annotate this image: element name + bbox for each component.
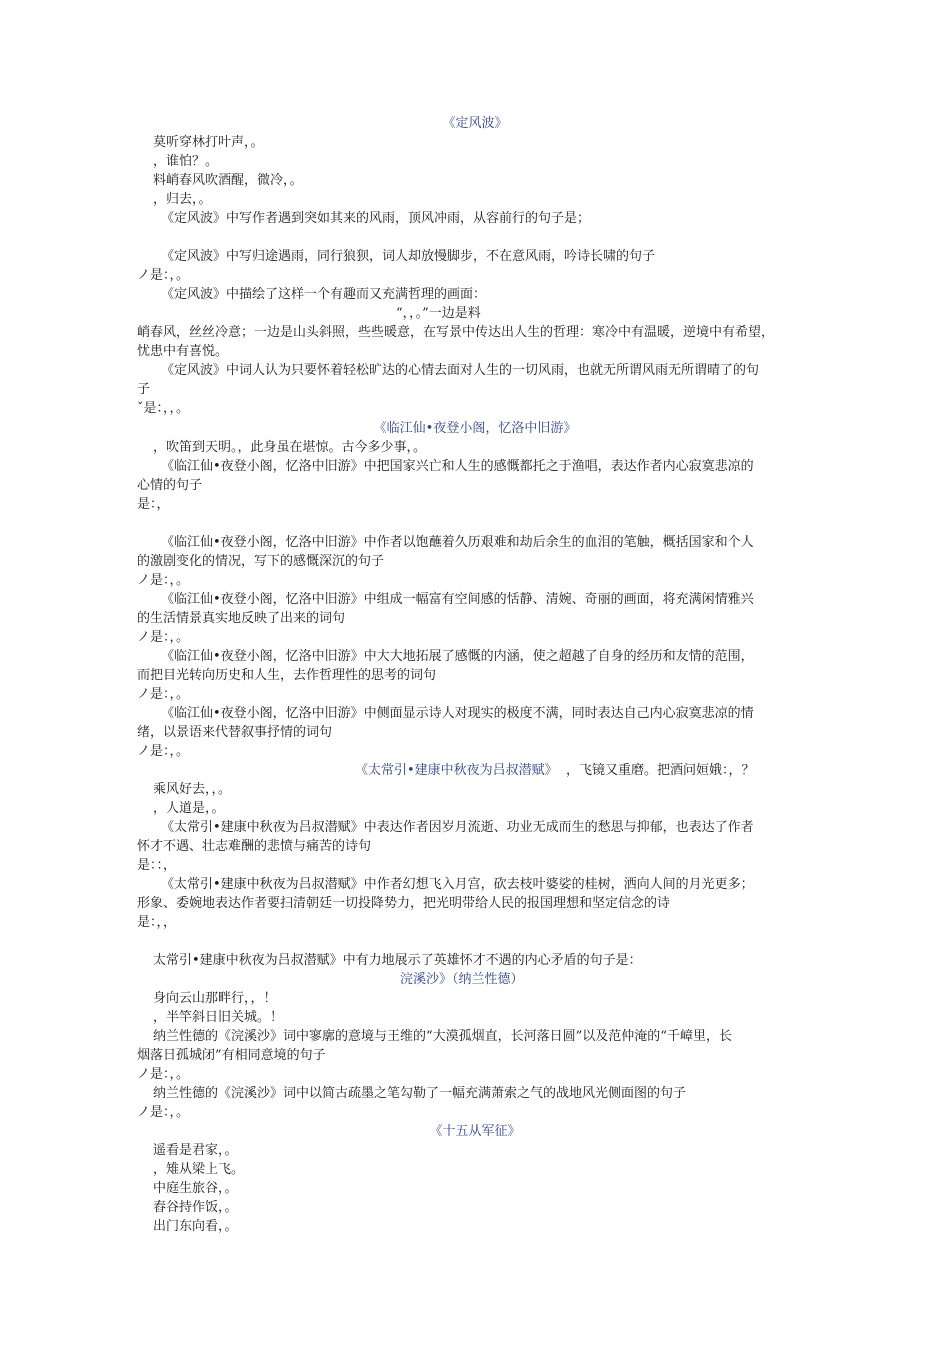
poem-line: 中庭生旅谷，。	[153, 1181, 238, 1196]
poem-line: 乘风好去，，。	[153, 782, 232, 797]
poem-line: 出门东向看，。	[153, 1219, 238, 1234]
answer-line: 是：，	[137, 497, 170, 512]
question-line: 的生活情景真实地反映了出来的词句	[137, 611, 346, 626]
question-line: 绪，以景语来代替叙事抒情的词句	[137, 725, 333, 740]
question-line: 形象、委婉地表达作者要扫清朝廷一切投降势力，把光明带给人民的报国理想和坚定信念的诗	[137, 896, 671, 911]
answer-line: ˇ是：，，。	[137, 401, 190, 416]
poem-line: ，吹笛到天明。，此身虽在堪惊。古今多少事，。	[153, 440, 427, 455]
question-line: 怀才不遇、壮志难酬的悲愤与痛苦的诗句	[137, 839, 372, 854]
section-title: 《定风波》	[442, 116, 508, 131]
question-line: 《临江仙•夜登小阁，忆洛中旧游》中组成一幅富有空间感的恬静、清婉、奇丽的画面，将充满闲情雅兴	[161, 592, 754, 607]
answer-line: ノ是：，。	[137, 1105, 190, 1120]
answer-line: ノ是：，。	[137, 630, 190, 645]
poem-line: 身向云山那畔行，，！	[153, 991, 277, 1006]
question-line: 《临江仙•夜登小阁，忆洛中旧游》中作者以饱蘸着久历艰难和劫后余生的血泪的笔触，概括国家和个人	[161, 535, 754, 550]
question-line: 心情的句子	[137, 478, 203, 493]
poem-line: 舂谷持作饭，。	[153, 1200, 238, 1215]
section-title: 浣溪沙》（纳兰性德）	[400, 972, 524, 987]
question-line: 《定风波》中写归途遇雨，同行狼狈，词人却放慢脚步，不在意风雨，吟诗长啸的句子	[161, 249, 656, 264]
poem-line: ，人道是，。	[153, 801, 225, 816]
question-line: 纳兰性德的《浣溪沙》词中以简古疏墨之笔勾勒了一幅充满萧索之气的战地风光侧面图的句子	[153, 1086, 687, 1101]
question-line: 而把目光转向历史和人生，去作哲理性的思考的词句	[137, 668, 437, 683]
question-line: 《太常引•建康中秋夜为吕叔潜赋》中表达作者因岁月流逝、功业无成而生的愁思与抑郁，也表达了作者	[161, 820, 754, 835]
poem-line: ，谁怕？。	[153, 154, 219, 169]
answer-line: ノ是：，。	[137, 573, 190, 588]
question-line: 《定风波》中词人认为只要怀着轻松旷达的心情去面对人生的一切风雨，也就无所谓风雨无所谓晴了的句	[161, 363, 760, 378]
question-line: 的激剧变化的情况，写下的感慨深沉的句子	[137, 554, 385, 569]
answer-line: ノ是：，。	[137, 1067, 190, 1082]
question-line: 《定风波》中描绘了这样一个有趣而又充满哲理的画面：	[161, 287, 487, 302]
question-line: 子	[137, 382, 151, 397]
section-title: 《临江仙•夜登小阁，忆洛中旧游》	[373, 421, 577, 436]
poem-line: ，归去，。	[153, 192, 212, 207]
poem-line: 料峭春风吹酒醒，微冷，。	[153, 173, 303, 188]
poem-line: ，雉从梁上飞。	[153, 1162, 245, 1177]
question-line: 忧患中有喜悦。	[137, 344, 229, 359]
section-title: 《十五从军征》	[429, 1124, 521, 1139]
poem-line: ，飞镜又重磨。把酒问姮娥：，？	[566, 763, 755, 778]
poem-line: 莫听穿林打叶声，。	[153, 135, 264, 150]
question-line: 烟落日孤城闭”有相同意境的句子	[137, 1048, 326, 1063]
section-title: 《太常引•建康中秋夜为吕叔潜赋》	[355, 763, 558, 778]
question-line: “，，。”一边是料	[396, 306, 481, 321]
poem-line: 遥看是君家，。	[153, 1143, 238, 1158]
question-line: 《临江仙•夜登小阁，忆洛中旧游》中侧面显示诗人对现实的极度不满，同时表达自己内心寂寞悲凉的情	[161, 706, 754, 721]
question-line: 太常引•建康中秋夜为吕叔潜赋》中有力地展示了英雄怀才不遇的内心矛盾的句子是：	[153, 953, 642, 968]
question-line: 峭春风，丝丝冷意；一边是山头斜照，些些暖意，在写景中传达出人生的哲理：寒冷中有温暖，逆境中有希望，	[137, 325, 775, 340]
answer-line: ノ是：，。	[137, 687, 190, 702]
answer-line: ノ是：，。	[137, 268, 190, 283]
question-line: 纳兰性德的《浣溪沙》词中寥廓的意境与王维的“大漠孤烟直，长河落日圆”以及范仲淹的“千嶂里，长	[153, 1029, 732, 1044]
answer-line: 是：，，	[137, 915, 177, 930]
answer-line: ノ是：，。	[137, 744, 190, 759]
question-line: 《太常引•建康中秋夜为吕叔潜赋》中作者幻想飞入月宫，砍去枝叶婆娑的桂树，洒向人间的月光更多；	[161, 877, 754, 892]
answer-line: 是：：，	[137, 858, 177, 873]
question-line: 《临江仙•夜登小阁，忆洛中旧游》中大大地拓展了感慨的内涵，使之超越了自身的经历和友情的范围，	[161, 649, 754, 664]
question-line: 《定风波》中写作者遇到突如其来的风雨，顶风冲雨，从容前行的句子是；	[161, 211, 591, 226]
poem-line: ，半竿斜日旧关城。！	[153, 1010, 284, 1025]
question-line: 《临江仙•夜登小阁，忆洛中旧游》中把国家兴亡和人生的感慨都托之于渔唱，表达作者内心寂寞悲凉的	[161, 459, 754, 474]
